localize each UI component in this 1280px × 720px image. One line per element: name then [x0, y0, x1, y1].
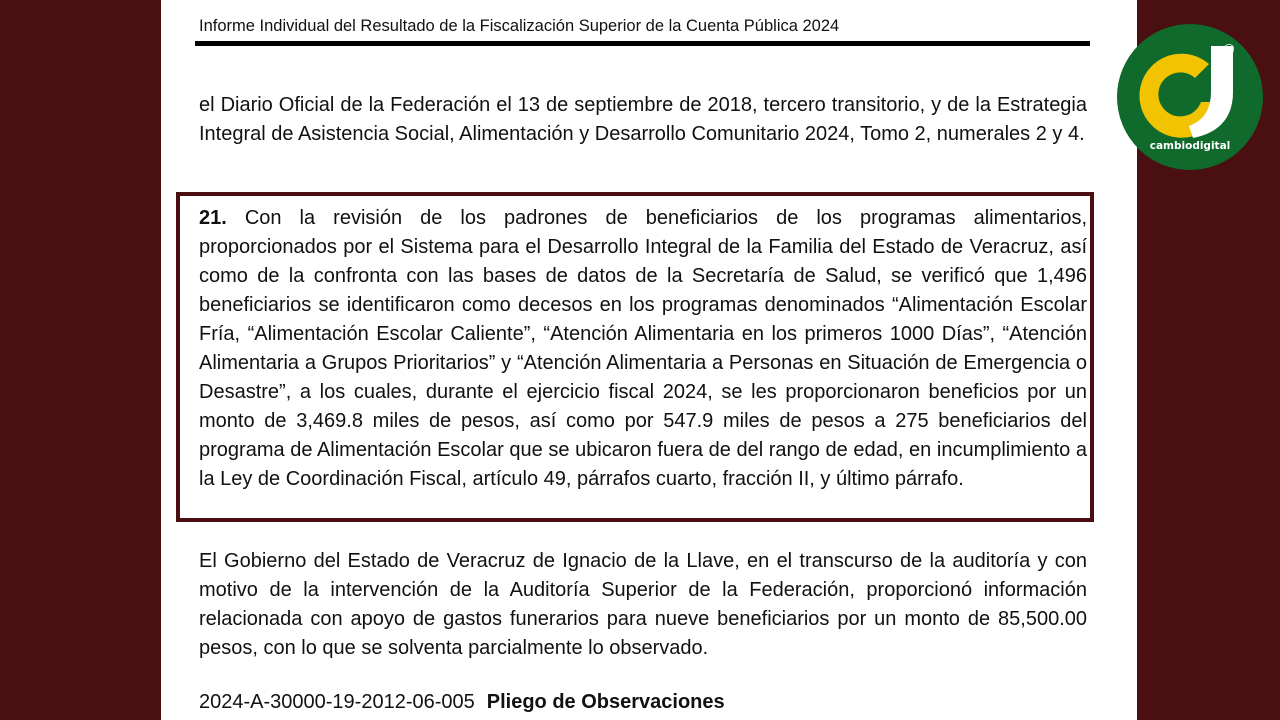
finding-paragraph — [199, 204, 1087, 494]
response-paragraph: El Gobierno del Estado de Veracruz de Ignacio de la Llave, en el transcurso de la auditoría y con motivo de la intervención de la Auditoría Superior de la Federación, proporcionó información relacionada con apoyo de gastos funerarios para nueve beneficiarios por un monto de 85,500.00 pesos, con lo que se solventa parcialmente lo observado. — [199, 550, 1087, 659]
finding-number: 21. — [199, 207, 227, 229]
intro-paragraph: el Diario Oficial de la Federación el 13 de septiembre de 2018, tercero transitorio, y de la Estrategia Integral de Asistencia Social, Alimentación y Desarrollo Comunitario 2024, Tomo 2, numerales 2 y 4. — [199, 94, 1087, 145]
header-rule — [195, 41, 1090, 46]
action-code: 2024-A-30000-19-2012-06-005 — [199, 691, 475, 713]
registered-mark: ® — [1222, 42, 1236, 58]
finding-text: Con la revisión de los padrones de beneficiarios de los programas alimentarios, proporcionados por el Sistema para el Desarrollo Integral de la Familia del Estado de Veracruz, así como de la confronta con las bases de datos de la Secretaría de Salud, se verificó que 1,496 beneficiarios se identificaron como decesos en los programas denominados “Alimentación Escolar Fría, “Alimentación Escolar Caliente”, “Atención Alimentaria en los primeros 1000 Días”, “Atención Alimentaria a Grupos Prioritarios” y “Atención Alimentaria a Personas en Situación de Emergencia o Desastre”, a los cuales, durante el ejercicio fiscal 2024, se les proporcionaron beneficios por un monto de 3,469.8 miles de pesos, así como por 547.9 miles de pesos a 275 beneficiarios del programa de Alimentación Escolar que se ubicaron fuera de del rango de edad, en incumplimiento a la Ley de Coordinación Fiscal, artículo 49, párrafos cuarto, fracción II, y último párrafo. — [199, 207, 1087, 490]
logo-name: cambiodigital — [1149, 140, 1231, 152]
document-page — [161, 0, 1137, 720]
report-header-title: Informe Individual del Resultado de la Fiscalización Superior de la Cuenta Pública 2024 — [199, 17, 840, 35]
cambiodigital-logo — [1115, 22, 1265, 172]
action-title: Pliego de Observaciones — [486, 691, 725, 713]
action-line — [199, 688, 725, 717]
